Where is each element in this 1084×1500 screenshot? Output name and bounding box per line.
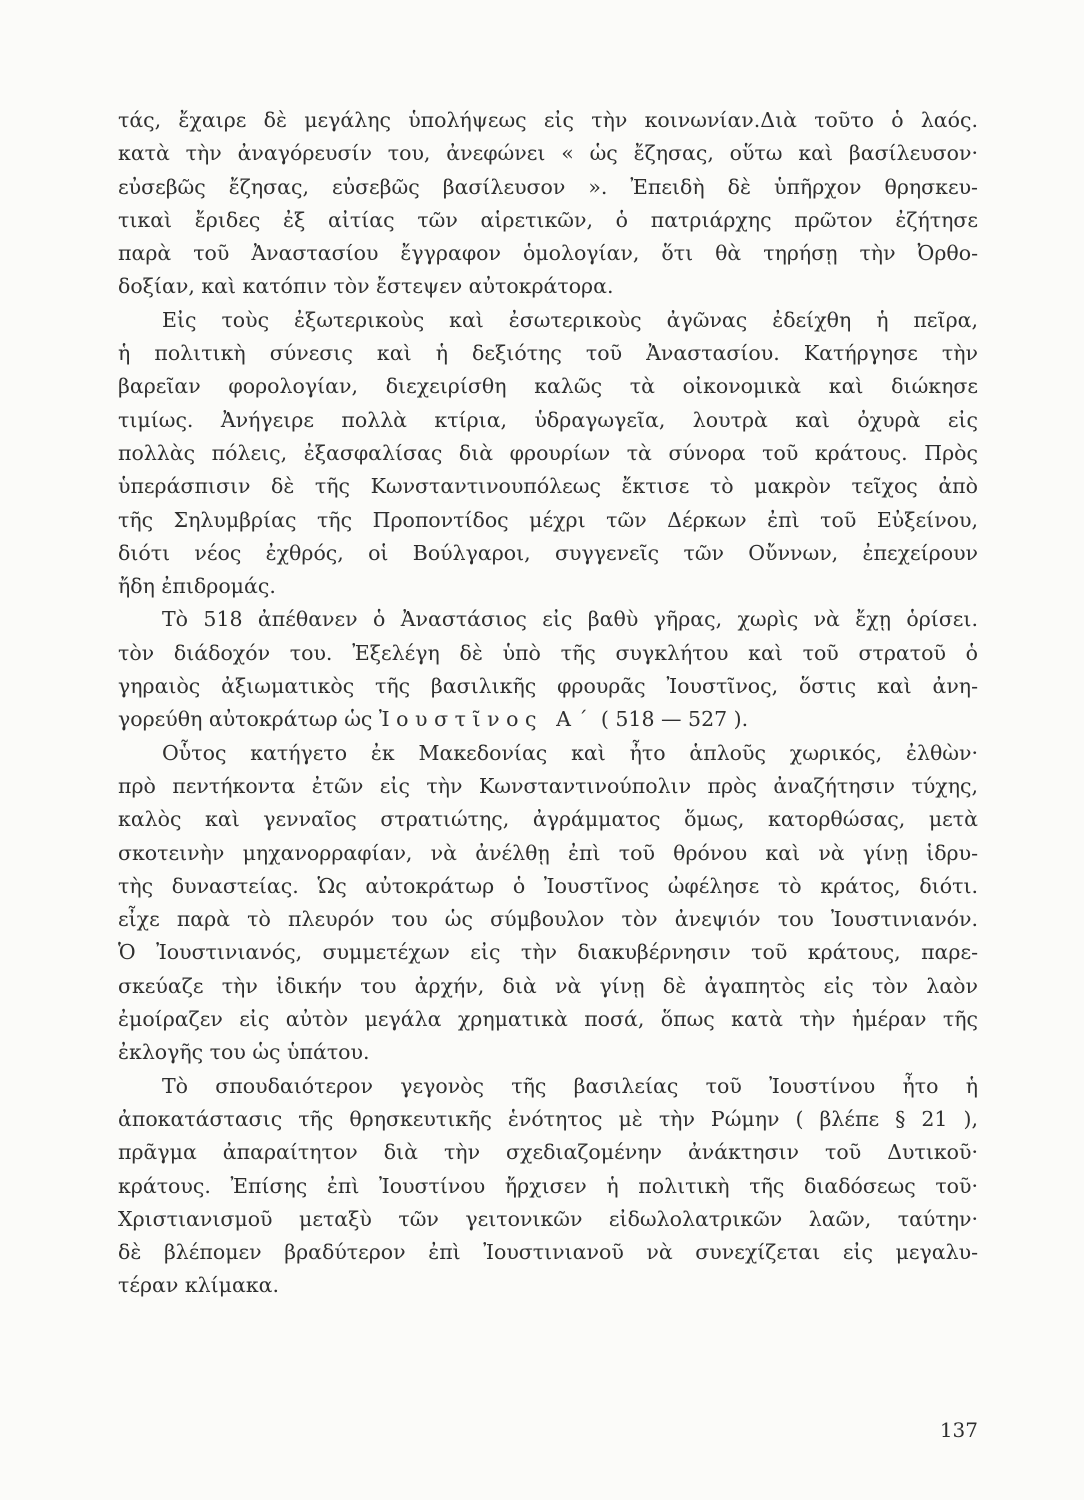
text-line: δὲ βλέπομεν βραδύτερον ἐπὶ Ἰουστινιανοῦ νὰ συνεχίζεται εἰς μεγαλυ- (118, 1240, 978, 1265)
text-line: πολλὰς πόλεις, ἐξασφαλίσας διὰ φρουρίων τὰ σύνορα τοῦ κράτους. Πρὸς (118, 440, 978, 465)
text-line: πρᾶγμα ἀπαραίτητον διὰ τὴν σχεδιαζομένην ἀνάκτησιν τοῦ Δυτικοῦ· (118, 1140, 978, 1165)
line-text-before: γορεύθη αὐτοκράτωρ ὡς (118, 707, 379, 732)
text-line-emperor-title (118, 703, 978, 736)
text-line: εἶχε παρὰ τὸ πλευρόν του ὡς σύμβουλον τὸν ἀνεψιόν του Ἰουστινιανόν. (118, 907, 978, 932)
text-line: εὐσεβῶς ἔζησας, εὐσεβῶς βασίλευσον ». Ἐπειδὴ δὲ ὑπῆρχον θρησκευ- (118, 174, 978, 199)
text-line: ἤδη ἐπιδρομάς. (118, 574, 276, 599)
text-line: δοξίαν, καὶ κατόπιν τὸν ἔστεψεν αὐτοκράτορα. (118, 274, 614, 299)
paragraph-start-line: Εἰς τοὺς ἐξωτερικοὺς καὶ ἐσωτερικοὺς ἀγῶνας ἐδείχθη ἡ πεῖρα, (162, 307, 978, 332)
text-line: κράτους. Ἐπίσης ἐπὶ Ἰουστίνου ἤρχισεν ἡ πολιτικὴ τῆς διαδόσεως τοῦ· (118, 1173, 978, 1198)
text-line: τέραν κλίμακα. (118, 1273, 280, 1298)
paragraph-start-line: Τὸ σπουδαιότερον γεγονὸς τῆς βασιλείας τοῦ Ἰουστίνου ἦτο ἡ (162, 1073, 978, 1098)
text-line: τὴς δυναστείας. Ὡς αὐτοκράτωρ ὁ Ἰουστῖνος ὠφέλησε τὸ κράτος, διότι. (118, 873, 978, 898)
text-line: ἀποκατάστασις τῆς θρησκευτικῆς ἑνότητος μὲ τὴν Ρώμην ( βλέπε § 21 ), (118, 1106, 978, 1131)
text-line: ὑπεράσπισιν δὲ τῆς Κωνσταντινουπόλεως ἔκτισε τὸ μακρὸν τεῖχος ἀπὸ (118, 474, 978, 499)
reign-dates: ( 518 — 527 ). (594, 707, 749, 732)
text-line: τικαὶ ἔριδες ἐξ αἰτίας τῶν αἱρετικῶν, ὁ πατριάρχης πρῶτον ἐζήτησε (118, 207, 978, 232)
paragraph-start-line: Οὗτος κατήγετο ἐκ Μακεδονίας καὶ ἦτο ἁπλοῦς χωρικός, ἐλθὼν· (162, 740, 978, 765)
text-line: ἐκλογῆς του ὡς ὑπάτου. (118, 1040, 370, 1065)
text-line: σκοτεινὴν μηχανορραφίαν, νὰ ἀνέλθῃ ἐπὶ τοῦ θρόνου καὶ νὰ γίνῃ ἱδρυ- (118, 840, 978, 865)
paragraph-start-line: Τὸ 518 ἀπέθανεν ὁ Ἀναστάσιος εἰς βαθὺ γῆρας, χωρὶς νὰ ἔχῃ ὁρίσει. (162, 607, 978, 632)
text-line: σκεύαζε τὴν ἰδικήν του ἀρχήν, διὰ νὰ γίνῃ δὲ ἀγαπητὸς εἰς τὸν λαὸν (118, 973, 978, 998)
text-line: πρὸ πεντήκοντα ἐτῶν εἰς τὴν Κωνσταντινούπολιν πρὸς ἀναζήτησιν τύχης, (118, 773, 978, 798)
text-line: Χριστιανισμοῦ μεταξὺ τῶν γειτονικῶν εἰδωλολατρικῶν λαῶν, ταύτην· (118, 1206, 978, 1231)
text-line: ἡ πολιτικὴ σύνεσις καὶ ἡ δεξιότης τοῦ Ἀναστασίου. Κατήργησε τὴν (118, 341, 978, 366)
text-line: τιμίως. Ἀνήγειρε πολλὰ κτίρια, ὑδραγωγεῖα, λουτρὰ καὶ ὀχυρὰ εἰς (118, 407, 978, 432)
text-line: διότι νέος ἐχθρός, οἱ Βούλγαροι, συγγενεῖς τῶν Οὔννων, ἐπεχείρουν (118, 540, 978, 565)
text-line: τῆς Σηλυμβρίας τῆς Προποντίδος μέχρι τῶν Δέρκων ἐπὶ τοῦ Εὐξείνου, (118, 507, 978, 532)
text-line: γηραιὸς ἀξιωματικὸς τῆς βασιλικῆς φρουρᾶς Ἰουστῖνος, ὅστις καὶ ἀνη- (118, 674, 978, 699)
text-line: παρὰ τοῦ Ἀναστασίου ἔγγραφον ὁμολογίαν, ὅτι θὰ τηρήσῃ τὴν Ὀρθο- (118, 241, 978, 266)
text-line: Ὁ Ἰουστινιανός, συμμετέχων εἰς τὴν διακυβέρνησιν τοῦ κράτους, παρε- (118, 940, 978, 965)
text-line: τάς, ἔχαιρε δὲ μεγάλης ὑπολήψεως εἰς τὴν κοινωνίαν.Διὰ τοῦτο ὁ λαός. (118, 108, 978, 132)
body-text (118, 104, 978, 1303)
text-line: ἐμοίραζεν εἰς αὐτὸν μεγάλα χρηματικὰ ποσά, ὅπως κατὰ τὴν ἡμέραν τῆς (118, 1007, 978, 1032)
text-line: τὸν διάδοχόν του. Ἐξελέγη δὲ ὑπὸ τῆς συγκλήτου καὶ τοῦ στρατοῦ ὁ (118, 640, 978, 665)
page-number: 137 (939, 1418, 978, 1442)
text-line: κατὰ τὴν ἀναγόρευσίν του, ἀνεφώνει « ὡς ἔζησας, οὕτω καὶ βασίλευσον· (118, 141, 978, 166)
emperor-name-spaced: Ἰουστῖνος Α΄ (378, 707, 595, 732)
text-line: καλὸς καὶ γενναῖος στρατιώτης, ἀγράμματος ὅμως, κατορθώσας, μετὰ (118, 807, 978, 832)
text-line: βαρεῖαν φορολογίαν, διεχειρίσθη καλῶς τὰ οἰκονομικὰ καὶ διώκησε (118, 374, 978, 399)
